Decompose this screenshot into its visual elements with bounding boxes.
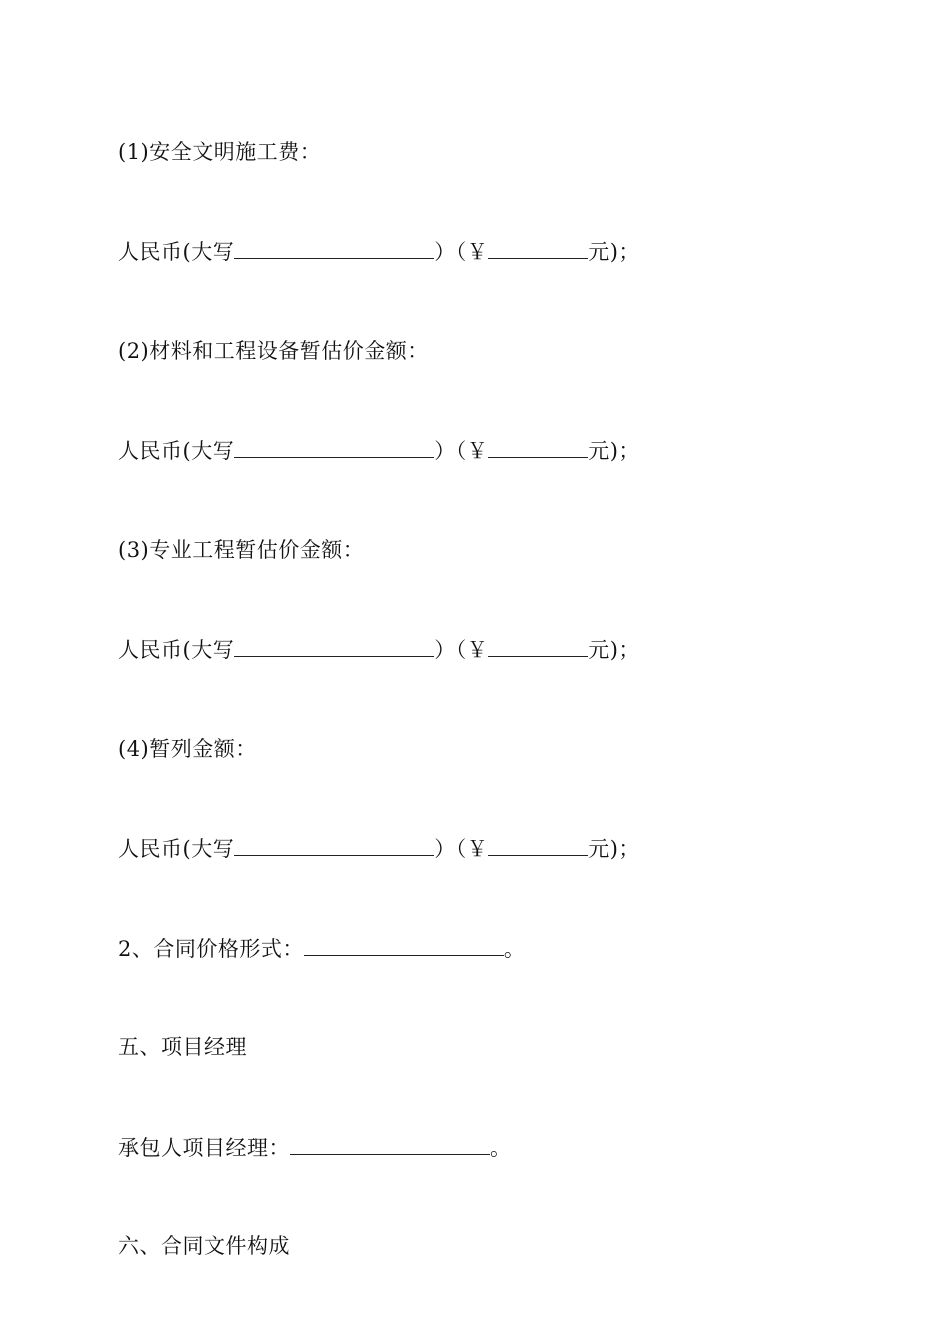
amount-line-1: [118, 236, 640, 267]
item2-heading: (2)材料和工程设备暂估价金额：: [118, 339, 429, 363]
period: 。: [503, 937, 526, 961]
project-manager-label: 承包人项目经理：: [118, 1136, 290, 1160]
amount-prefix: 人民币(大写: [118, 638, 235, 662]
numeric-amount-blank[interactable]: [488, 833, 588, 856]
contract-price-form-blank[interactable]: [304, 933, 504, 956]
project-manager-line: [118, 1132, 512, 1163]
amount-prefix: 人民币(大写: [118, 439, 235, 463]
contract-price-form-line: [118, 933, 525, 964]
amount-line-4: [118, 833, 640, 864]
period: 。: [490, 1136, 512, 1160]
numeric-amount-blank[interactable]: [488, 435, 588, 458]
amount-mid: ）（￥: [434, 439, 489, 463]
item1-heading: (1)安全文明施工费：: [118, 140, 322, 164]
uppercase-amount-blank[interactable]: [234, 833, 434, 856]
item4-heading: (4)暂列金额：: [118, 737, 257, 761]
section5-title: 五、项目经理: [118, 1035, 247, 1059]
contract-price-form-label: 2、合同价格形式：: [118, 937, 304, 961]
amount-suffix: 元)；: [588, 439, 640, 463]
section6-title: 六、合同文件构成: [118, 1234, 290, 1258]
amount-mid: ）（￥: [434, 240, 489, 264]
amount-mid: ）（￥: [434, 638, 489, 662]
uppercase-amount-blank[interactable]: [234, 634, 434, 657]
amount-prefix: 人民币(大写: [118, 240, 235, 264]
amount-suffix: 元)；: [588, 240, 640, 264]
item3-heading: (3)专业工程暂估价金额：: [118, 538, 365, 562]
amount-line-2: [118, 435, 640, 466]
amount-suffix: 元)；: [588, 837, 640, 861]
numeric-amount-blank[interactable]: [488, 634, 588, 657]
numeric-amount-blank[interactable]: [488, 236, 588, 259]
uppercase-amount-blank[interactable]: [234, 435, 434, 458]
amount-prefix: 人民币(大写: [118, 837, 235, 861]
amount-line-3: [118, 634, 640, 665]
amount-mid: ）（￥: [434, 837, 489, 861]
amount-suffix: 元)；: [588, 638, 640, 662]
project-manager-blank[interactable]: [290, 1132, 490, 1155]
uppercase-amount-blank[interactable]: [234, 236, 434, 259]
